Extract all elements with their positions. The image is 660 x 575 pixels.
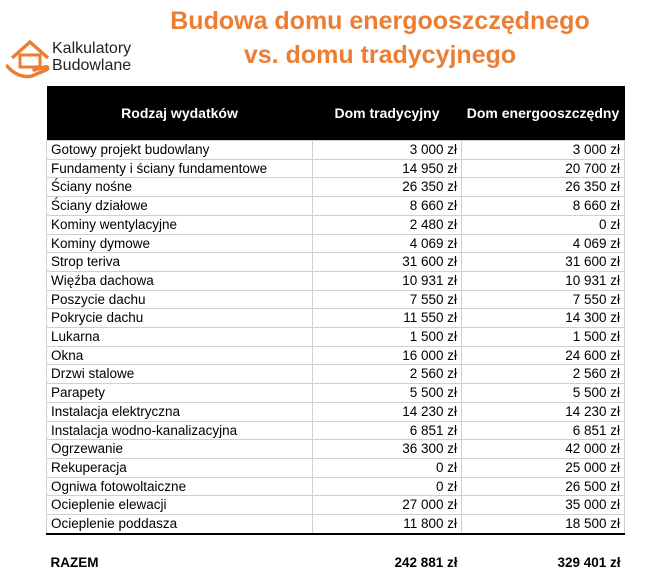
table-row — [47, 178, 625, 197]
table-row — [47, 365, 625, 384]
traditional-cost-cell: 4 069 zł — [313, 234, 462, 253]
traditional-cost-cell: 6 851 zł — [313, 421, 462, 440]
energy-efficient-cost-cell: 4 069 zł — [462, 234, 625, 253]
title-line-1: Budowa domu energooszczędnego — [170, 7, 590, 35]
traditional-cost-cell: 31 600 zł — [313, 253, 462, 272]
energy-efficient-cost-cell: 26 500 zł — [462, 477, 625, 496]
energy-efficient-cost-cell: 3 000 zł — [462, 141, 625, 160]
traditional-cost-cell: 5 500 zł — [313, 384, 462, 403]
table-row — [47, 346, 625, 365]
table-row — [47, 309, 625, 328]
table-row — [47, 215, 625, 234]
table-row — [47, 515, 625, 534]
energy-efficient-cost-cell: 6 851 zł — [462, 421, 625, 440]
table-row — [47, 253, 625, 272]
category-cell: Rekuperacja — [47, 458, 313, 477]
total-energy-efficient: 329 401 zł — [557, 554, 621, 570]
category-cell: Parapety — [47, 384, 313, 403]
traditional-cost-cell: 1 500 zł — [313, 328, 462, 347]
table-row — [47, 328, 625, 347]
total-traditional: 242 881 zł — [394, 554, 458, 570]
energy-efficient-cost-cell: 25 000 zł — [462, 458, 625, 477]
traditional-cost-cell: 11 550 zł — [313, 309, 462, 328]
energy-efficient-cost-cell: 20 700 zł — [462, 159, 625, 178]
category-cell: Gotowy projekt budowlany — [47, 141, 313, 160]
table-row — [47, 477, 625, 496]
table-row — [47, 290, 625, 309]
table-row — [47, 384, 625, 403]
energy-efficient-cost-cell: 14 300 zł — [462, 309, 625, 328]
table-row — [47, 234, 625, 253]
category-cell: Ściany działowe — [47, 197, 313, 216]
energy-efficient-cost-cell: 7 550 zł — [462, 290, 625, 309]
category-cell: Kominy dymowe — [47, 234, 313, 253]
category-cell: Pokrycie dachu — [47, 309, 313, 328]
total-row — [47, 551, 625, 575]
table-row — [47, 440, 625, 459]
traditional-cost-cell: 0 zł — [313, 477, 462, 496]
traditional-cost-cell: 26 350 zł — [313, 178, 462, 197]
traditional-cost-cell: 2 560 zł — [313, 365, 462, 384]
house-hand-icon — [6, 36, 50, 82]
table-row — [47, 496, 625, 515]
table-row — [47, 197, 625, 216]
energy-efficient-cost-cell: 24 600 zł — [462, 346, 625, 365]
total-label: RAZEM — [50, 554, 99, 570]
header-energy-efficient: Dom energooszczędny — [462, 86, 625, 141]
cost-table — [46, 86, 625, 575]
category-cell: Okna — [47, 346, 313, 365]
logo-text-line-2: Budowlane — [52, 57, 132, 74]
traditional-cost-cell: 3 000 zł — [313, 141, 462, 160]
category-cell: Ocieplenie poddasza — [47, 515, 313, 534]
traditional-cost-cell: 8 660 zł — [313, 197, 462, 216]
table-row — [47, 141, 625, 160]
category-cell: Fundamenty i ściany fundamentowe — [47, 159, 313, 178]
category-cell: Strop teriva — [47, 253, 313, 272]
traditional-cost-cell: 14 230 zł — [313, 402, 462, 421]
energy-efficient-cost-cell: 14 230 zł — [462, 402, 625, 421]
category-cell: Instalacja wodno-kanalizacyjna — [47, 421, 313, 440]
energy-efficient-cost-cell: 8 660 zł — [462, 197, 625, 216]
category-cell: Ściany nośne — [47, 178, 313, 197]
energy-efficient-cost-cell: 2 560 zł — [462, 365, 625, 384]
category-cell: Ogniwa fotowoltaiczne — [47, 477, 313, 496]
traditional-cost-cell: 2 480 zł — [313, 215, 462, 234]
energy-efficient-cost-cell: 10 931 zł — [462, 271, 625, 290]
category-cell: Ogrzewanie — [47, 440, 313, 459]
energy-efficient-cost-cell: 1 500 zł — [462, 328, 625, 347]
traditional-cost-cell: 36 300 zł — [313, 440, 462, 459]
traditional-cost-cell: 0 zł — [313, 458, 462, 477]
header-row — [47, 86, 625, 141]
traditional-cost-cell: 16 000 zł — [313, 346, 462, 365]
table-row — [47, 458, 625, 477]
category-cell: Poszycie dachu — [47, 290, 313, 309]
category-cell: Więźba dachowa — [47, 271, 313, 290]
traditional-cost-cell: 27 000 zł — [313, 496, 462, 515]
logo — [6, 36, 156, 84]
logo-text-line-1: Kalkulatory — [52, 40, 132, 57]
traditional-cost-cell: 10 931 zł — [313, 271, 462, 290]
table-row — [47, 421, 625, 440]
category-cell: Ocieplenie elewacji — [47, 496, 313, 515]
header-traditional: Dom tradycyjny — [313, 86, 462, 141]
table-row — [47, 402, 625, 421]
traditional-cost-cell: 7 550 zł — [313, 290, 462, 309]
table-row — [47, 159, 625, 178]
energy-efficient-cost-cell: 35 000 zł — [462, 496, 625, 515]
energy-efficient-cost-cell: 31 600 zł — [462, 253, 625, 272]
category-cell: Kominy wentylacyjne — [47, 215, 313, 234]
header-category: Rodzaj wydatków — [47, 86, 313, 141]
category-cell: Lukarna — [47, 328, 313, 347]
table-row — [47, 271, 625, 290]
category-cell: Drzwi stalowe — [47, 365, 313, 384]
traditional-cost-cell: 14 950 zł — [313, 159, 462, 178]
traditional-cost-cell: 11 800 zł — [313, 515, 462, 534]
energy-efficient-cost-cell: 42 000 zł — [462, 440, 625, 459]
energy-efficient-cost-cell: 26 350 zł — [462, 178, 625, 197]
energy-efficient-cost-cell: 18 500 zł — [462, 515, 625, 534]
category-cell: Instalacja elektryczna — [47, 402, 313, 421]
title-line-2: vs. domu tradycyjnego — [243, 41, 517, 69]
energy-efficient-cost-cell: 5 500 zł — [462, 384, 625, 403]
total-separator — [47, 534, 625, 551]
energy-efficient-cost-cell: 0 zł — [462, 215, 625, 234]
